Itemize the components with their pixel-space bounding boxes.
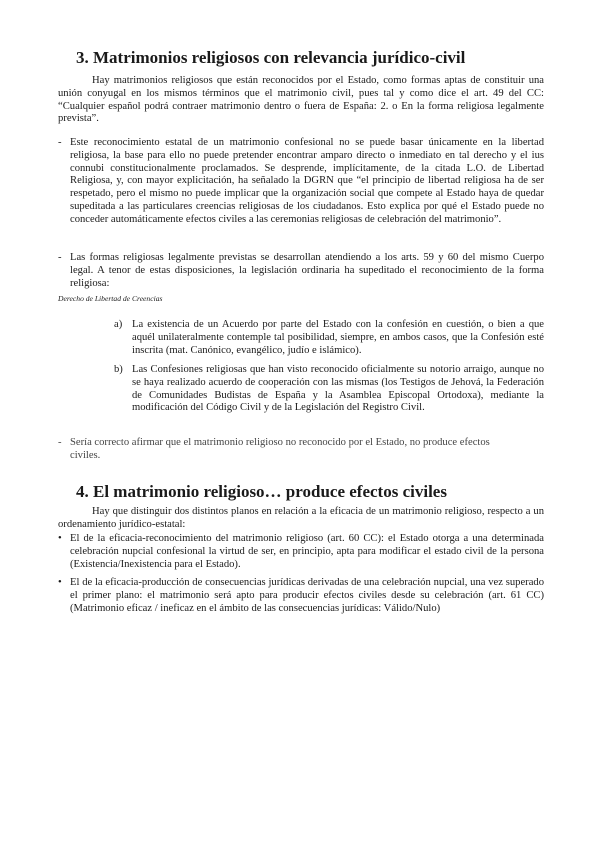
bullet-marker: - [58,137,62,148]
section-4-intro: Hay que distinguir dos distintos planos en relación a la eficacia de un matrimonio religioso, respecto a un ordenamiento jurídico-estatal: [58,506,544,530]
sub-item-marker-a: a) [114,319,123,330]
section-3-closing: Sería correcto afirmar que el matrimonio religioso no reconocido por el Estado, no produce efectos civiles. [70,437,490,461]
bullet-marker: - [58,437,62,448]
bullet-dot: • [58,533,62,544]
section-4-title: 4. El matrimonio religioso… produce efectos civiles [76,482,447,501]
sub-item-b: Las Confesiones religiosas que han visto reconocido oficialmente su notorio arraigo, aunque no se haya realizado acuerdo de cooperación con las mismas (los Testigos de Jehová, la Federación de Comunidades Budistas de España y la Asamblea Episcopal Ortodoxa), mediante la modificación del Código Civil y de la Legislación del Registro Civil. [132,364,544,414]
bullet-marker: - [58,252,62,263]
bullet-dot: • [58,577,62,588]
section-3-title: 3. Matrimonios religiosos con relevancia jurídico-civil [76,48,466,67]
section-3-intro: Hay matrimonios religiosos que están reconocidos por el Estado, como formas aptas de constituir una unión conyugal en los mismos términos que el matrimonio civil, pues tal y como dice el art. 49 del CC: “Cualquier español podrá contraer matrimonio dentro o fuera de España: 2. o En la forma religiosa legalmente prevista”. [58,75,544,125]
section-4-item-1: El de la eficacia-reconocimiento del matrimonio religioso (art. 60 CC): el Estado otorga a una determinada celebración nupcial confesional la virtud de ser, en principio, apta para modificar el estado civil de la persona (Existencia/Inexistencia para el Estado). [70,533,544,570]
section-3-item-1: Este reconocimiento estatal de un matrimonio confesional no se puede basar únicamente en la libertad religiosa, la base para ello no puede pretender encontrar amparo directo o inmediato en tal derecho y el ius connubi constitucionalmente proclamados. Se desprende, implícitamente, de la citada L.O. de Libertad Religiosa, y, con mayor explicitación, ha señalado la DGRN que “el principio de libertad religiosa ha de ser respetado, pero el mismo no puede implicar que la organización social que compete al Estado haya de quedar supeditada a las particulares creencias religiosas de los ciudadanos. Esto explica por qué el Estado puede no conceder automáticamente efectos civiles a las ceremonias religiosas de celebración del matrimonio”. [70,137,544,225]
side-note: Derecho de Libertad de Creencias [58,294,163,303]
section-3-item-2: Las formas religiosas legalmente previstas se desarrollan atendiendo a los arts. 59 y 60 del mismo Cuerpo legal. A tenor de estas disposiciones, la legislación ordinaria ha supeditado el reconocimiento de la forma religiosa: [70,252,544,289]
section-4-item-2: El de la eficacia-producción de consecuencias jurídicas derivadas de una celebración nupcial, una vez superado el primer plano: el matrimonio será apto para producir efectos civiles desde su celebración (art. 61 CC) (Matrimonio eficaz / ineficaz en el ámbito de las consecuencias jurídicas: Válido/Nulo) [70,577,544,614]
sub-item-marker-b: b) [114,364,123,375]
sub-item-a: La existencia de un Acuerdo por parte del Estado con la confesión en cuestión, o bien a que aquél unilateralmente contemple tal posibilidad, siempre, en ambos casos, que la Confesión esté inscrita (mat. Canónico, evangélico, judío e islámico). [132,319,544,356]
